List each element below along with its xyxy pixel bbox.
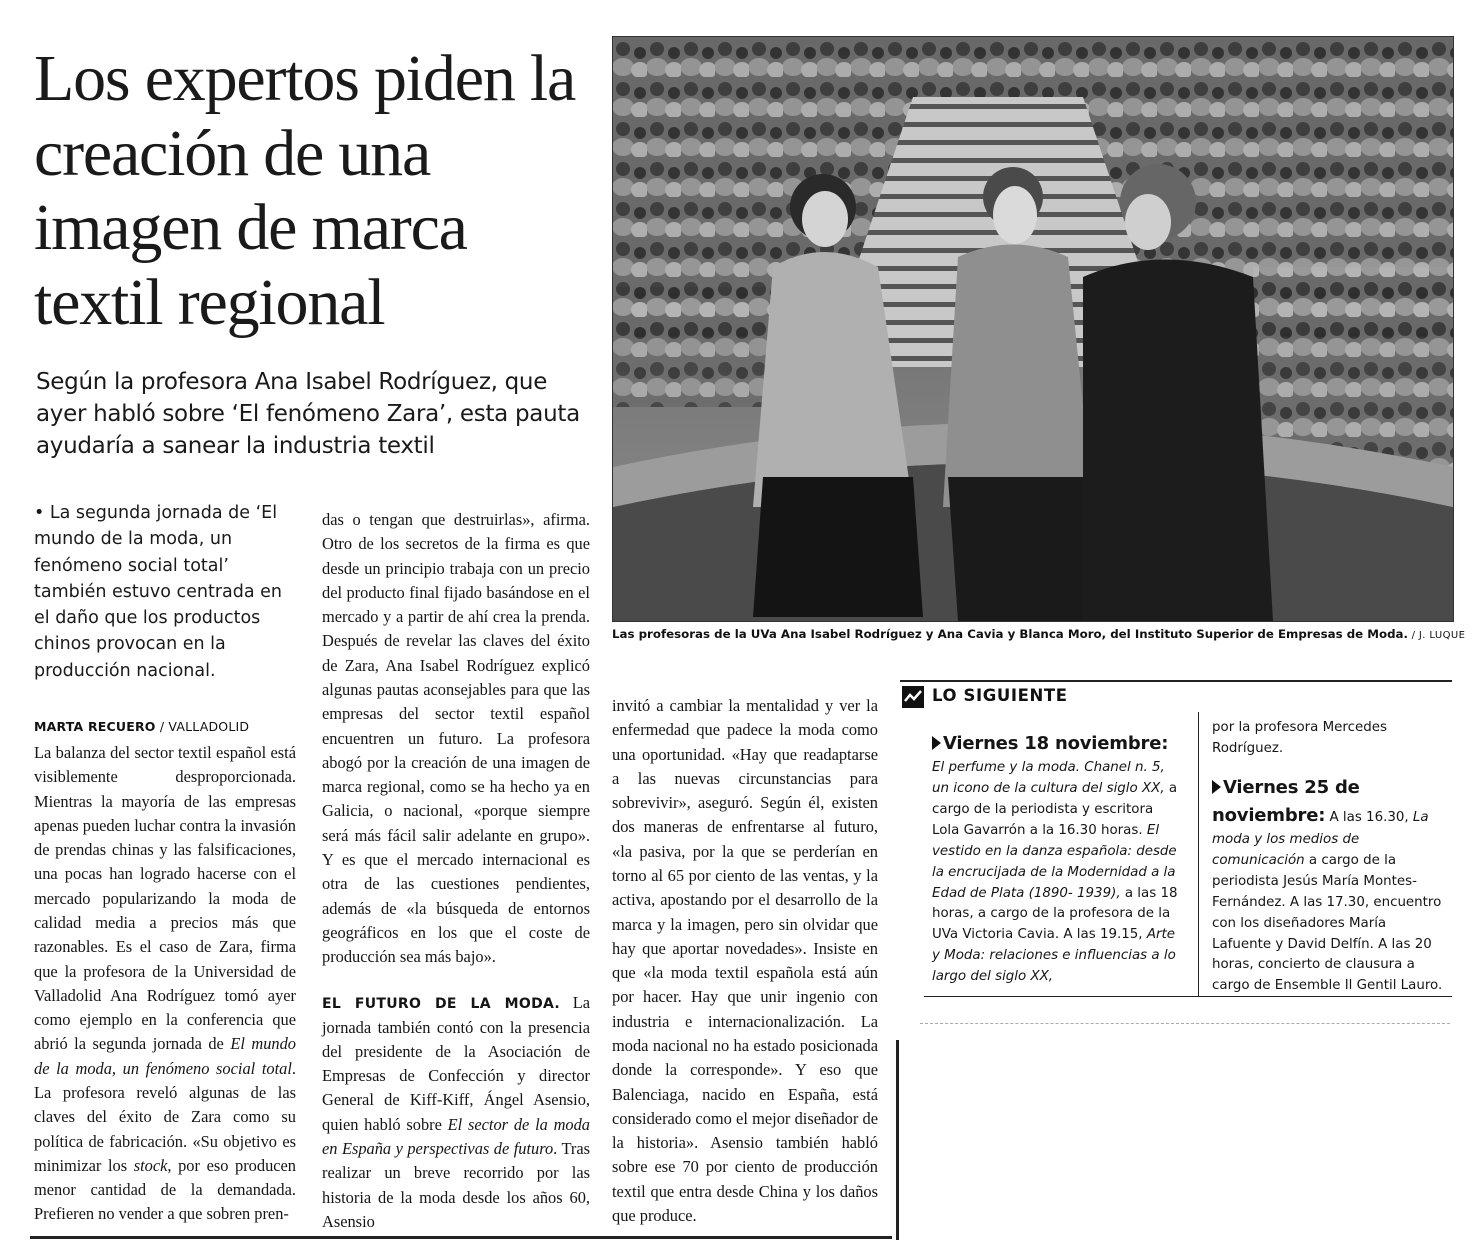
- col1-stock-word: stock: [133, 1155, 168, 1175]
- event-title: El vestido en la danza española: desde la encrucijada de la Modernidad a la Edad de Plata (1890- 1939),: [932, 822, 1177, 901]
- col2-talk-title: El sector de la moda en España y perspectivas de futuro: [322, 1114, 591, 1159]
- arrow-icon: [1212, 780, 1221, 794]
- event-text: a cargo de la periodista Jesús María Montes-Fernández. A las 17.30, encuentro con los diseñadores María Lafuente y David Delfín. A las 20 horas, concierto de clausura a cargo de Ensemble Il Gentil Lauro.: [1212, 852, 1443, 994]
- box-divider: [1198, 712, 1199, 996]
- col2-text-end: . Tras realizar un breve recorrido por las historia de la moda desde los años 60, Asensio: [322, 1139, 590, 1231]
- byline-author: MARTA RECUERO: [34, 719, 156, 734]
- photo-illustration: [613, 37, 1453, 621]
- article-column-1: [34, 741, 296, 1227]
- col1-text-end: , por eso producen menor cantidad de la demandada. Prefieren no vender a que sobren pren-: [34, 1155, 297, 1224]
- event-text: A las 16.30,: [1329, 809, 1413, 825]
- event-title: La moda y los medios de comunicación: [1212, 809, 1429, 868]
- event-column-right: [1212, 720, 1448, 997]
- event-friday-18: [932, 730, 1182, 988]
- article-column-2: [322, 508, 590, 1234]
- col2-text: das o tengan que destruirlas», afirma. Otro de los secretos de la firma es que desde un principio trabaja con un precio del producto final fijado basándose en el mercado y a partir de ahí crea la prenda. Después de revelar las claves del éxito de Zara, Ana Isabel Rodríguez explicó algunas pautas aconsejables para que las empresas del sector textil español encuentren un futuro. La profesora abogó por la creación de una imagen de marca regional, como se ha hecho ya en Galicia, o nacional, «porque siempre será más fácil salir adelante en grupo». Y es que el mercado internacional es otra de las cuestiones pendientes, además de «la búsqueda de entornos geográficos en los que el coste de producción sea más bajo».: [322, 510, 590, 967]
- byline: [34, 719, 296, 734]
- lo-siguiente-box: [900, 680, 1452, 1005]
- box-bottom-rule: [924, 996, 1452, 997]
- article-column-3: [612, 694, 878, 1228]
- event-title: Arte y Moda: relaciones e influencias a lo largo del siglo XX,: [932, 927, 1176, 985]
- article-photo: [612, 36, 1454, 622]
- event-continuation: por la profesora Mercedes Rodríguez.: [1212, 720, 1387, 756]
- photo-caption: [612, 627, 1466, 641]
- event-text: a las 18 horas, a cargo de la profesora de la UVa Victoria Cavia. A las 19.15,: [932, 885, 1178, 943]
- col3-text: invitó a cambiar la mentalidad y ver la enfermedad que padece la moda como una oportunidad. «Hay que readaptarse a las nuevas circunstancias para sobrevivir», aseguró. Según él, existen dos maneras de enfrentarse al futuro, «la pasiva, por la que se perderían en torno al 65 por ciento de las ventas, y la activa, apostando por el desarrollo de la marca y la imagen, pero sin olvidar que hay que aportar novedades». Insiste en que «la moda textil española está aún por hacer. Hay que unir ingenio con industria e internacionalización. La moda nacional no ha estado posicionada donde la corresponde». Y eso que Balenciaga, nacido en España, está considerado como el mejor diseñador de la historia». Asensio también habló sobre ese 70 por ciento de producción textil que entra desde China y los daños que produce.: [612, 696, 878, 1225]
- subtitle: Según la profesora Ana Isabel Rodríguez, que ayer habló sobre ‘El fenómeno Zara’, esta pauta ayudaría a sanear la industria textil: [36, 369, 580, 460]
- event-date: Viernes 18 noviembre:: [943, 733, 1169, 754]
- lead-summary: • La segunda jornada de ‘El mundo de la moda, un fenómeno social total’ también estuvo centrada en el daño que los productos chinos provocan en la producción nacional.: [34, 503, 282, 681]
- headline: Los expertos piden la creación de una imagen de marca textil regional: [34, 42, 576, 339]
- box-header: [900, 680, 1452, 712]
- event-title: El perfume y la moda. Chanel n. 5, un icono de la cultura del siglo XX,: [932, 760, 1165, 796]
- event-text: a cargo de la periodista y escritora Lola Gavarrón a la 16.30 horas.: [932, 780, 1178, 838]
- bottom-rule: [30, 1236, 892, 1239]
- divider-rule: [920, 1023, 1450, 1024]
- col1-event-title: El mundo de la moda, un fenómeno social total: [34, 1034, 296, 1078]
- arrow-icon: [932, 736, 941, 750]
- col1-text: La balanza del sector textil español está visiblemente desproporcionada. Mientras la mayoría de las empresas apenas pueden luchar contra la invasión de prendas chinas y las falsificaciones, una pocas han logrado hacerse con el mercado popularizando la moda de calidad media a precios más que razonables. Es el caso de Zara, firma que la profesora de la Universidad de Valladolid Ana Rodríguez tomó ayer como ejemplo en la conferencia que abrió la segunda jornada de: [34, 743, 296, 1054]
- photo-credit: / J. LUQUE: [1408, 630, 1466, 641]
- box-title: LO SIGUIENTE: [932, 686, 1068, 705]
- event-date: Viernes 25 de noviembre:: [1212, 776, 1360, 826]
- col1-text-cont: . La profesora reveló algunas de las claves del éxito de Zara como su política de fabricación. «Su objetivo es minimizar los: [34, 1058, 296, 1175]
- vertical-rule: [896, 1040, 899, 1240]
- col2-text-2: La jornada también contó con la presencia del presidente de la Asociación de Empresas de Confección y director General de Kiff-Kiff, Ángel Asensio, quien habló sobre: [322, 993, 590, 1134]
- caption-text: Las profesoras de la UVa Ana Isabel Rodríguez y Ana Cavia y Blanca Moro, del Instituto Superior de Empresas de Moda.: [612, 627, 1408, 641]
- chart-line-icon: [902, 686, 924, 708]
- byline-place: / VALLADOLID: [155, 719, 250, 734]
- section-subhead: EL FUTURO DE LA MODA.: [322, 996, 561, 1013]
